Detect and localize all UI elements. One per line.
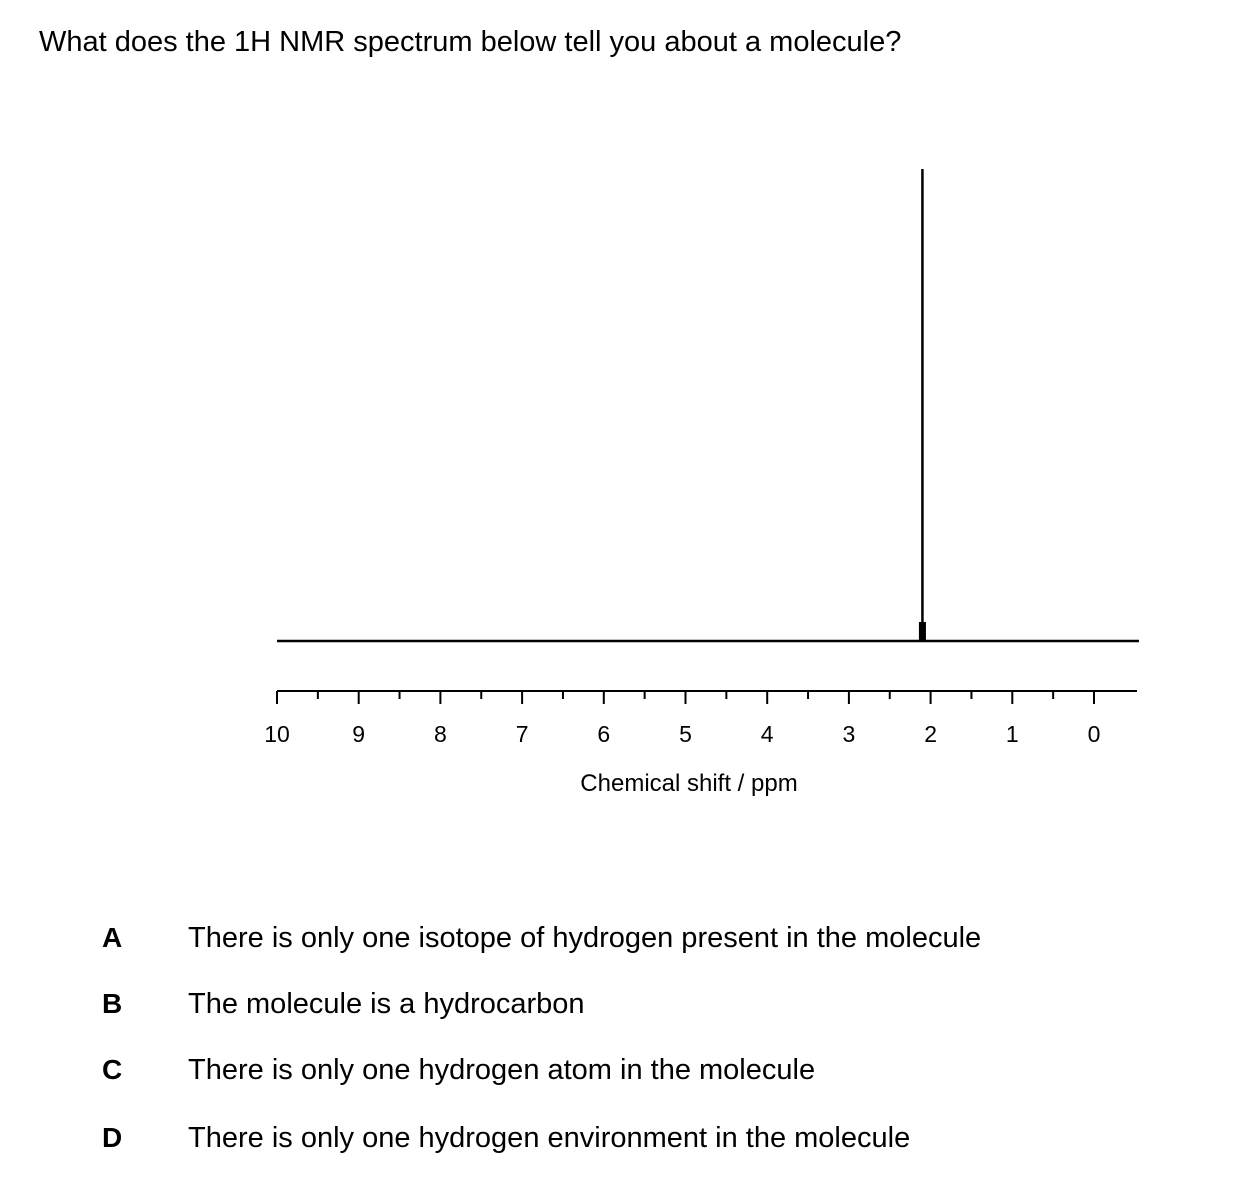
x-tick-label: 7 [515, 721, 529, 747]
option-a[interactable] [0, 918, 1250, 958]
x-tick-label: 1 [1005, 721, 1019, 747]
x-axis-title: Chemical shift / ppm [580, 770, 798, 797]
x-tick-label: 6 [597, 721, 611, 747]
question-text: What does the 1H NMR spectrum below tell you about a molecule? [39, 26, 902, 58]
x-tick-label: 3 [842, 721, 856, 747]
spectrum-peak-base-0 [919, 622, 926, 641]
option-b[interactable] [0, 984, 1250, 1024]
x-tick-label: 2 [924, 721, 937, 747]
x-tick-label: 5 [679, 721, 692, 747]
option-b-letter: B [102, 988, 123, 1019]
x-tick-label: 4 [760, 721, 774, 747]
option-b-text: The molecule is a hydrocarbon [188, 988, 585, 1020]
option-c-letter: C [102, 1054, 123, 1085]
x-tick-label: 8 [434, 721, 447, 747]
x-tick-label: 10 [264, 721, 290, 747]
option-c-text: There is only one hydrogen atom in the molecule [188, 1054, 816, 1086]
option-d[interactable] [0, 1118, 1250, 1158]
option-a-letter: A [102, 922, 123, 953]
option-d-letter: D [102, 1122, 123, 1153]
x-tick-label: 0 [1087, 721, 1101, 747]
option-a-text: There is only one isotope of hydrogen present in the molecule [188, 922, 982, 954]
x-tick-label: 9 [352, 721, 366, 747]
option-c[interactable] [0, 1050, 1250, 1090]
option-d-text: There is only one hydrogen environment in the molecule [188, 1122, 911, 1154]
